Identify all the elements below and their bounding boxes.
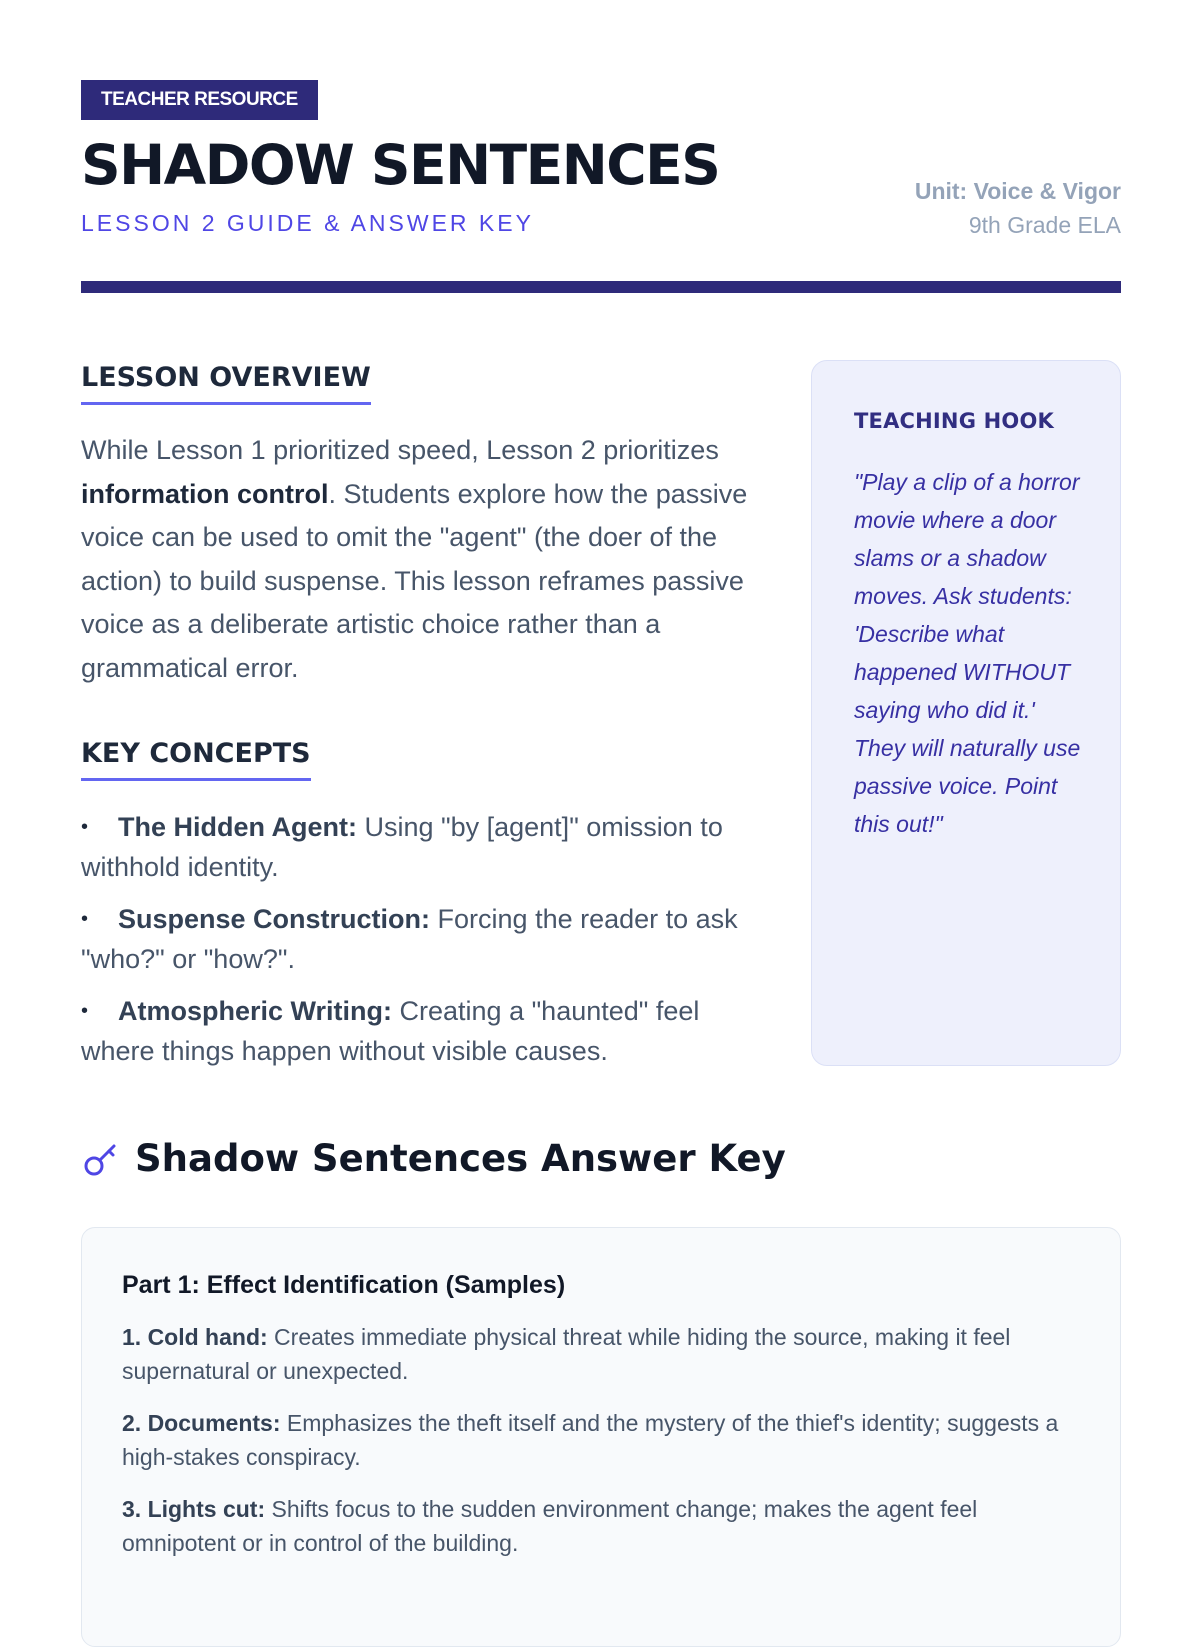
answer-label: 1. Cold hand: <box>122 1324 268 1350</box>
answer-label: 2. Documents: <box>122 1410 281 1436</box>
page-title: SHADOW SENTENCES <box>81 133 720 197</box>
bullet-icon: • <box>81 1000 89 1022</box>
teaching-hook-box <box>811 360 1121 1066</box>
answer-key-title: Shadow Sentences Answer Key <box>135 1137 786 1180</box>
answer-text: Shifts focus to the sudden environment change; makes the agent feel omnipotent or in control of the building. <box>122 1496 978 1556</box>
concept-description: Creating a "haunted" feel where things happen without visible causes. <box>81 996 700 1066</box>
grade-level: 9th Grade ELA <box>968 212 1121 238</box>
teaching-hook-quote: "Play a clip of a horror movie where a door slams or a shadow moves. Ask students: 'Describe what happened WITHOUT saying who did it.' They will naturally use passive voice. Point this out!" <box>854 469 1081 837</box>
concept-term: The Hidden Agent: <box>118 812 357 842</box>
unit-name: Unit: Voice & Vigor <box>914 178 1121 204</box>
bullet-icon: • <box>81 816 89 838</box>
page-subtitle: LESSON 2 GUIDE & ANSWER KEY <box>81 210 534 236</box>
key-concepts-list <box>81 807 761 1071</box>
lesson-overview-heading: LESSON OVERVIEW <box>81 360 371 405</box>
overview-text-end: . Students explore how the passive voice can be used to omit the "agent" (the doer of the action) to build suspense. This lesson reframes passive voice as a deliberate artistic choice rather than a grammatical error. <box>81 478 748 683</box>
key-concepts-heading: KEY CONCEPTS <box>81 736 311 781</box>
concept-description: Forcing the reader to ask "who?" or "how?". <box>81 904 738 974</box>
teaching-hook-title: TEACHING HOOK <box>854 409 1054 433</box>
answer-item <box>122 1406 1080 1474</box>
answer-key-heading <box>81 1134 786 1184</box>
bullet-icon: • <box>81 908 89 930</box>
header-divider <box>81 281 1121 293</box>
unit-info <box>915 174 1121 242</box>
overview-text-start: While Lesson 1 prioritized speed, Lesson 2 prioritizes <box>81 435 719 465</box>
concept-item <box>81 807 761 887</box>
part-1-title: Part 1: Effect Identification (Samples) <box>122 1271 566 1299</box>
answer-text: Creates immediate physical threat while hiding the source, making it feel supernatural or unexpected. <box>122 1324 1011 1384</box>
left-column <box>81 360 761 1083</box>
answer-item <box>122 1320 1080 1388</box>
teacher-resource-badge: TEACHER RESOURCE <box>81 80 318 120</box>
answer-label: 3. Lights cut: <box>122 1496 266 1522</box>
concept-term: Atmospheric Writing: <box>118 996 393 1026</box>
key-icon <box>81 1139 121 1179</box>
answer-item <box>122 1492 1080 1560</box>
lesson-overview-text <box>81 429 761 690</box>
concept-item <box>81 899 761 979</box>
concept-term: Suspense Construction: <box>118 904 431 934</box>
concept-item <box>81 991 761 1071</box>
answer-key-box <box>81 1227 1121 1647</box>
concept-description: Using "by [agent]" omission to withhold identity. <box>81 812 723 882</box>
overview-text-bold: information control <box>81 478 329 509</box>
answer-text: Emphasizes the theft itself and the mystery of the thief's identity; suggests a high-stakes conspiracy. <box>122 1410 1059 1470</box>
